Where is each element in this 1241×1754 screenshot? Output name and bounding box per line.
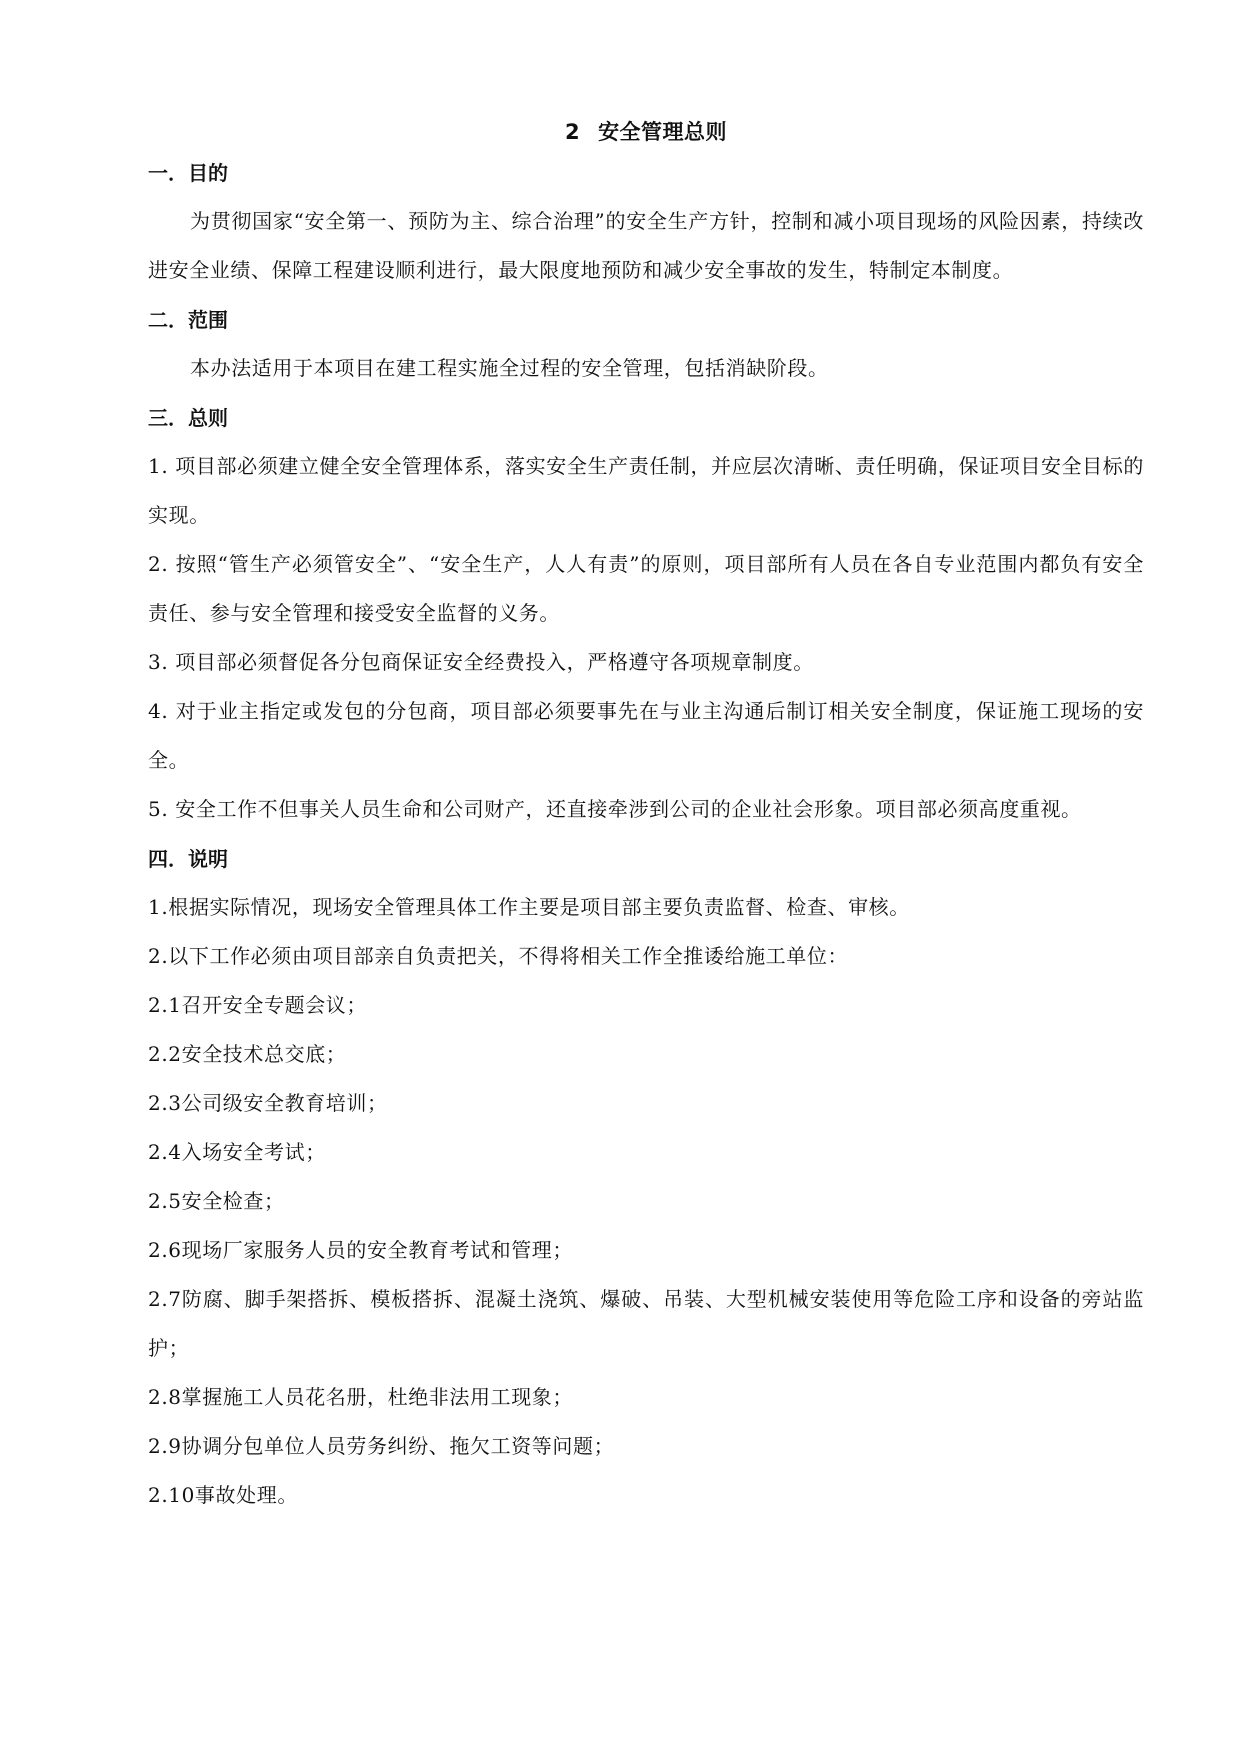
list-item: 1. 项目部必须建立健全安全管理体系，落实安全生产责任制，并应层次清晰、责任明确，保证项目安全目标的实现。 [148, 454, 1144, 527]
chapter-number: 2 [564, 120, 581, 144]
list-item: 2.9协调分包单位人员劳务纠纷、拖欠工资等问题； [148, 1434, 615, 1458]
list-item: 3. 项目部必须督促各分包商保证安全经费投入，严格遵守各项规章制度。 [148, 650, 814, 674]
section-heading-notes: 四．说明 [148, 847, 228, 871]
general-list [148, 442, 1144, 834]
purpose-paragraph: 为贯彻国家“安全第一、预防为主、综合治理”的安全生产方针，控制和减小项目现场的风险因素，持续改进安全业绩、保障工程建设顺利进行，最大限度地预防和减少安全事故的发生，特制定本制度。 [148, 209, 1144, 282]
list-item: 2.4入场安全考试； [148, 1140, 326, 1164]
chapter-title: 安全管理总则 [598, 120, 728, 144]
section-heading-general: 三．总则 [148, 406, 228, 430]
list-item: 2.3公司级安全教育培训； [148, 1091, 388, 1115]
list-item: 2. 按照“管生产必须管安全”、“安全生产，人人有责”的原则，项目部所有人员在各自专业范围内都负有安全责任、参与安全管理和接受安全监督的义务。 [148, 552, 1144, 625]
document-page [148, 118, 1144, 1520]
list-item: 1.根据实际情况，现场安全管理具体工作主要是项目部主要负责监督、检查、审核。 [148, 895, 910, 919]
list-item: 2.5安全检查； [148, 1189, 285, 1213]
list-item: 2.以下工作必须由项目部亲自负责把关，不得将相关工作全推诿给施工单位： [148, 944, 849, 968]
section-heading-purpose: 一．目的 [148, 161, 228, 185]
list-item: 2.2安全技术总交底； [148, 1042, 347, 1066]
scope-paragraph: 本办法适用于本项目在建工程实施全过程的安全管理，包括消缺阶段。 [190, 356, 829, 380]
notes-list [148, 883, 1144, 1520]
list-item: 2.10事故处理。 [148, 1483, 298, 1507]
list-item: 2.8掌握施工人员花名册，杜绝非法用工现象； [148, 1385, 574, 1409]
list-item: 4. 对于业主指定或发包的分包商，项目部必须要事先在与业主沟通后制订相关安全制度，保证施工现场的安全。 [148, 699, 1144, 772]
list-item: 5. 安全工作不但事关人员生命和公司财产，还直接牵涉到公司的企业社会形象。项目部必须高度重视。 [148, 797, 1082, 821]
list-item: 2.7防腐、脚手架搭拆、模板搭拆、混凝土浇筑、爆破、吊装、大型机械安装使用等危险工序和设备的旁站监护； [148, 1287, 1144, 1360]
page-title [148, 118, 1144, 146]
list-item: 2.1召开安全专题会议； [148, 993, 368, 1017]
list-item: 2.6现场厂家服务人员的安全教育考试和管理； [148, 1238, 574, 1262]
section-heading-scope: 二．范围 [148, 308, 228, 332]
